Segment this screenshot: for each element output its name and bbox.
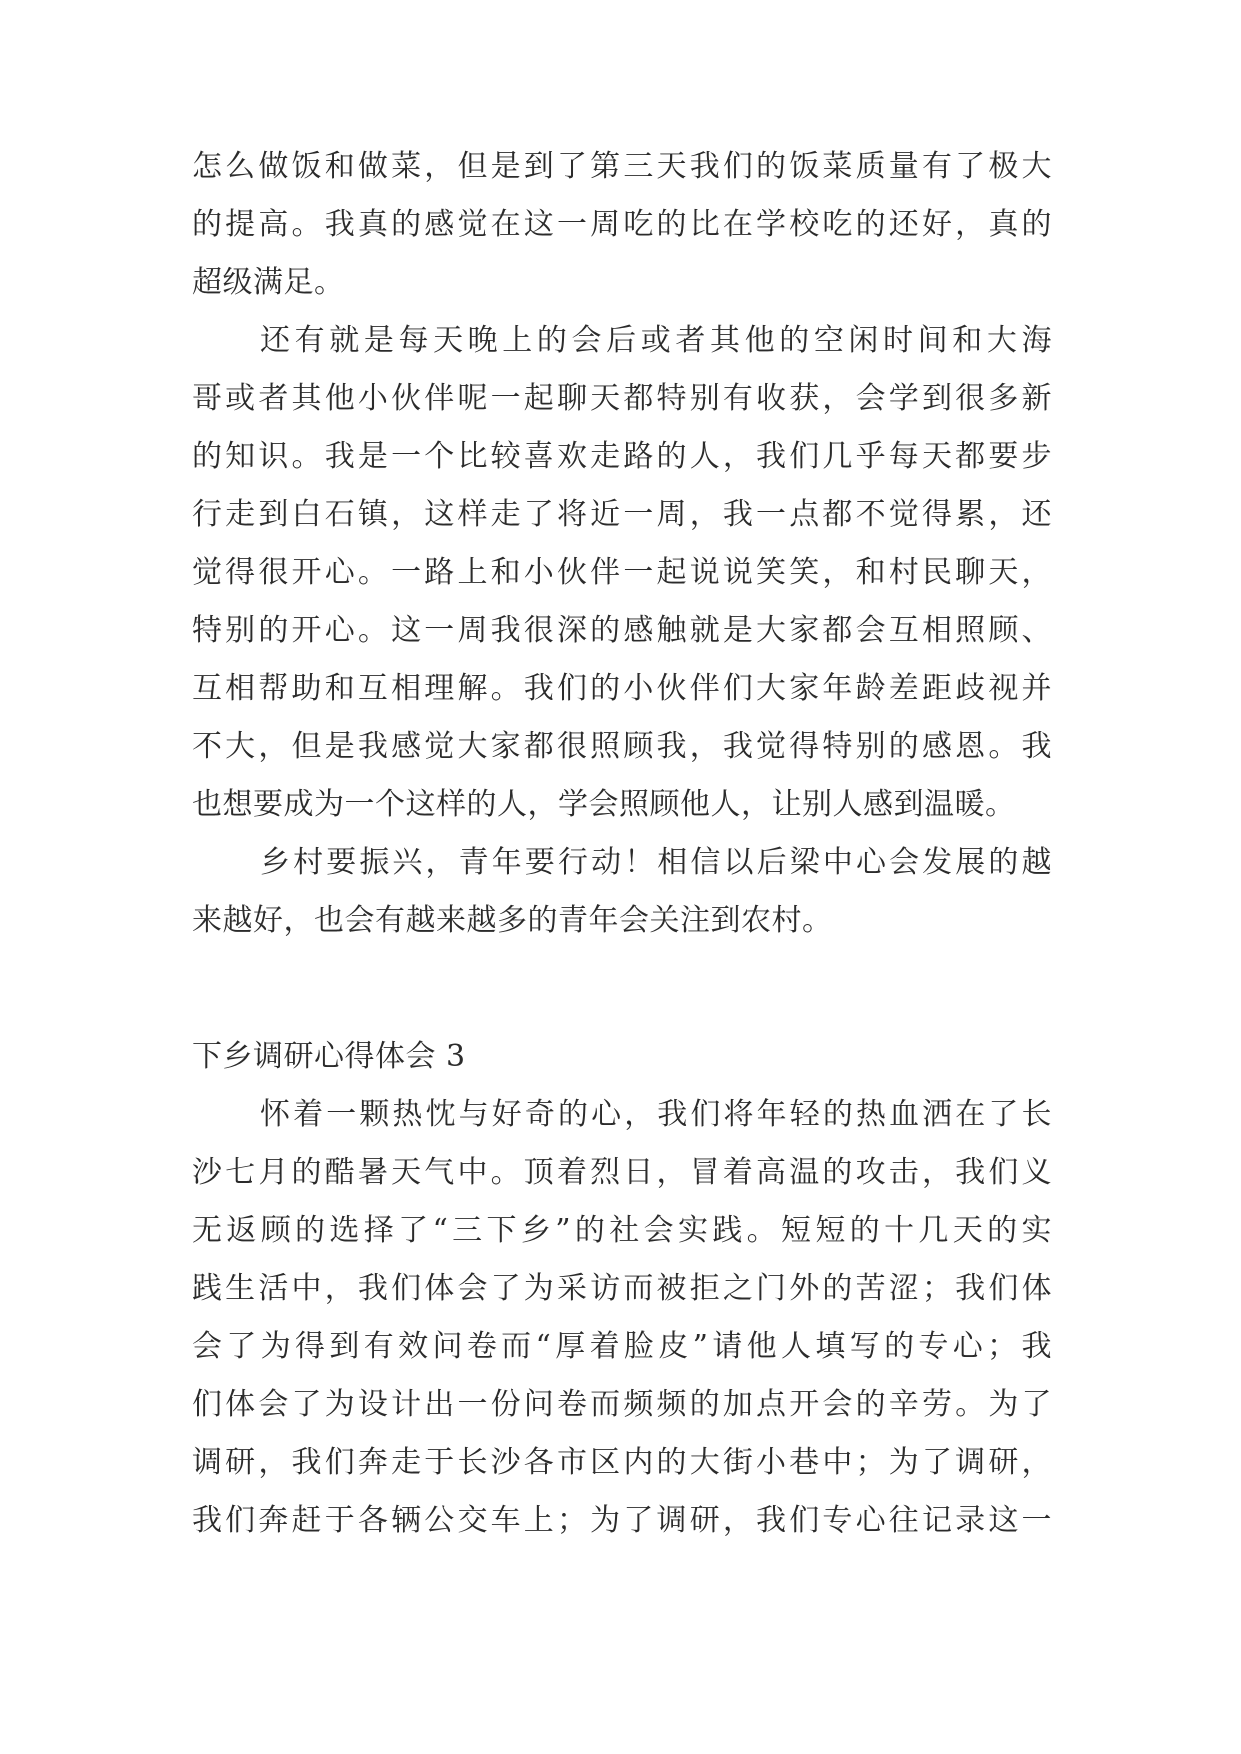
paragraph-line: 沙七月的酷暑天气中。顶着烈日，冒着高温的攻击，我们义 [192, 1155, 1052, 1190]
section-heading: 下乡调研心得体会 3 [192, 1039, 466, 1074]
paragraph-line: 乡村要振兴，青年要行动！相信以后梁中心会发展的越 [260, 845, 1052, 880]
paragraph-line: 我们奔赶于各辆公交车上；为了调研，我们专心往记录这一 [192, 1503, 1052, 1538]
paragraph-line: 还有就是每天晚上的会后或者其他的空闲时间和大海 [260, 323, 1052, 358]
paragraph-line: 的知识。我是一个比较喜欢走路的人，我们几乎每天都要步 [192, 439, 1052, 474]
paragraph-line: 觉得很开心。一路上和小伙伴一起说说笑笑，和村民聊天， [192, 555, 1052, 590]
paragraph-line: 特别的开心。这一周我很深的感触就是大家都会互相照顾、 [192, 613, 1052, 648]
paragraph-line: 来越好，也会有越来越多的青年会关注到农村。 [192, 903, 833, 938]
paragraph-line: 不大，但是我感觉大家都很照顾我，我觉得特别的感恩。我 [192, 729, 1052, 764]
paragraph-line: 的提高。我真的感觉在这一周吃的比在学校吃的还好，真的 [192, 207, 1052, 242]
paragraph-line: 调研，我们奔走于长沙各市区内的大街小巷中；为了调研， [192, 1445, 1052, 1480]
paragraph-line: 行走到白石镇，这样走了将近一周，我一点都不觉得累，还 [192, 497, 1052, 532]
paragraph-line: 会了为得到有效问卷而“厚着脸皮”请他人填写的专心；我 [192, 1329, 1052, 1364]
paragraph-line: 互相帮助和互相理解。我们的小伙伴们大家年龄差距歧视并 [192, 671, 1052, 706]
paragraph-line: 怀着一颗热忱与好奇的心，我们将年轻的热血洒在了长 [260, 1097, 1052, 1132]
paragraph-line: 们体会了为设计出一份问卷而频频的加点开会的辛劳。为了 [192, 1387, 1052, 1422]
paragraph-line: 也想要成为一个这样的人，学会照顾他人，让别人感到温暖。 [192, 787, 1016, 822]
paragraph-line: 哥或者其他小伙伴呢一起聊天都特别有收获，会学到很多新 [192, 381, 1052, 416]
section-1-text [192, 138, 1052, 950]
paragraph-line: 无返顾的选择了“三下乡”的社会实践。短短的十几天的实 [192, 1213, 1052, 1248]
paragraph-line: 怎么做饭和做菜，但是到了第三天我们的饭菜质量有了极大 [192, 149, 1052, 184]
section-2-text [192, 1086, 1052, 1550]
paragraph-line: 超级满足。 [192, 265, 345, 300]
paragraph-line: 践生活中，我们体会了为采访而被拒之门外的苦涩；我们体 [192, 1271, 1052, 1306]
